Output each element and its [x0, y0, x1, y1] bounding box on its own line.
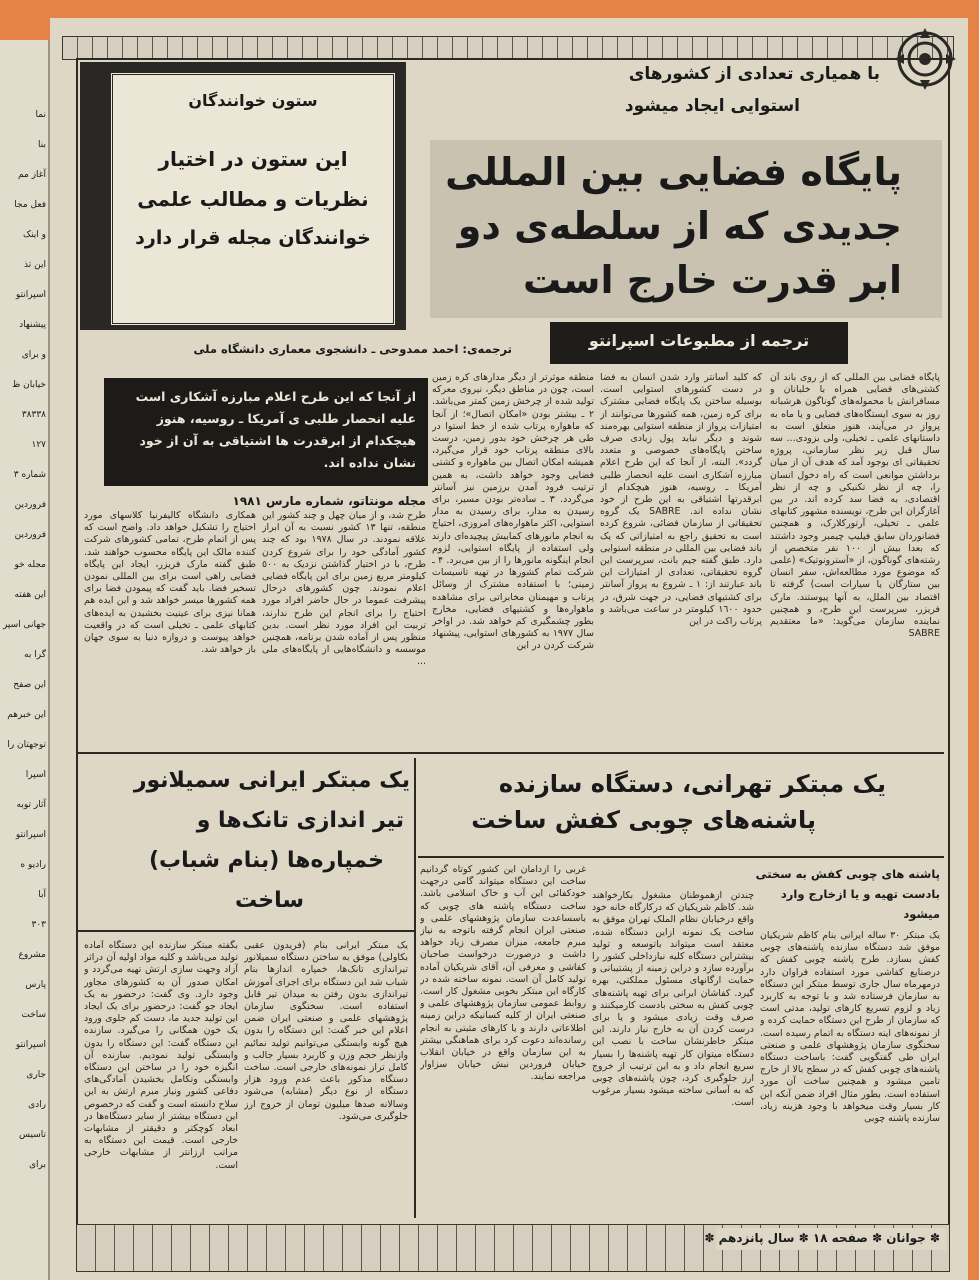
adjacent-page-line: مشروع: [18, 950, 46, 960]
adjacent-page-line: مجله خو: [14, 560, 46, 570]
article-three-divider: [78, 930, 414, 932]
article-three-col-2: بگفته مبتکر سازنده این دستگاه آماده تولید می‌باشد و کلیه مواد اولیه آن دراثر آزاد وجهت سازی ارتش تهیه می‌گردد و امکان صدور آن به کشورهای مجاور وجود دارد. وی گفت: درحضور به یک ایجاد جو گفت: درحضور برای یک ایجاد این تولید جدید ما، دست کم جلوی ورود یک خون همگانی را می‌گیرد. سازنده این دستگاه گفت: این دستگاه را بدون وابستگی تولید نمودیم. سازنده آن انگیزه خود را در ساختن این دستگاه وابستگی وتکامل بخشیدن آمادگی‌های دفاعی کشور ونیاز مبرم ارتش به این سلاح دانسته است و گفت که درخصوص این دستگاه بیشتر از سایر دستگاه‌ها در ابعاد کوچکتر و دقیقتر از مشابهات خارجی است. قیمت این دستگاه به مراتب ارزانتر از مشابهات خارجی است.: [84, 940, 238, 1171]
adjacent-page-line: جهانی اسپر: [2, 620, 46, 630]
reader-column-line-3: خوانندگان مجله قرار دارد: [135, 227, 371, 249]
main-headline-line-2: جدیدی که از سلطه‌ی دو: [457, 204, 902, 248]
adjacent-page-line: پارس: [25, 980, 46, 990]
adjacent-page-line: توجهتان را: [7, 740, 46, 750]
adjacent-page-line: تاسیس: [19, 1130, 46, 1140]
adjacent-page-line: نما: [35, 110, 46, 120]
main-highlight-text: از آنجا که این طرح اعلام مبارزه آشکاری است علیه انحصار طلبی ی آمریکا ـ روسیه، هنوز هیچکدام از ابرقدرت ها اشتیاقی به آن از خود نشان نداده اند.: [135, 389, 416, 470]
adjacent-page-line: شماره ٣: [13, 470, 46, 480]
adjacent-page-line: این خبرهم: [7, 710, 46, 720]
main-subtitle-bar: [550, 322, 848, 364]
main-highlight-box: [104, 378, 428, 486]
adjacent-page-strip: [0, 40, 50, 1280]
column-rule: [414, 758, 416, 1218]
ornament-icon: [890, 24, 960, 94]
article-two-col-2: چندتن ازهموطنان مشغول بکارخواهند شد. کاظم شریکیان که درکارگاه خانه خود واقع درخیابان نظام الملک تهران موفق به ساخت یک نمونه ازاین دستگاه شده، معتقد است میتواند باتوسعه و تولید بیشتراین دستگاه کلیه نیازداخلی کشور را برآورده سازد و دراین زمینه از پشتیبانی و حمایت ارگانهای مسئول مملکتی، بهره گیرد. کفاشان ایرانی برای تهیه پاشنه‌های چوبی کفش به سختی بادست کارمیکنند و صرف وقت زیادی میشود و یا برای درست کردن آن به خارج نیاز دارند. این مبتکر خاطرنشان ساخت با نصب این دستگاه میتوان کار تهیه پاشنه‌ها را بسیار سریع انجام داد و به این ترتیب از خروج ارز جلوگیری کرد، چون پاشنه‌های چوبی که به آسانی ساخته میشود بسیار مرغوب است.: [592, 890, 754, 1109]
article-three-headline-line-2: تیر اندازی تانک‌ها و: [196, 808, 404, 833]
reader-column-title: ستون خوانندگان: [188, 91, 318, 110]
adjacent-page-line: آغاز مم: [18, 170, 46, 180]
article-two-headline-line-1: یک مبتکر تهرانی، دستگاه سازنده: [498, 770, 886, 798]
main-headline-box: [430, 140, 942, 318]
reader-column-line-2: نظریات و مطالب علمی: [137, 187, 369, 211]
footer-text: ✽ جوانان ✽ صفحه ١٨ ✽ سال پانزدهم ✽: [704, 1231, 940, 1245]
adjacent-page-line: رادیو ه: [20, 860, 46, 870]
adjacent-page-line: این صفح: [13, 680, 46, 690]
main-kicker-line-2: استوایی ایجاد میشود: [624, 96, 800, 116]
adjacent-page-line: این تذ: [24, 260, 46, 270]
adjacent-page-line: بنا: [38, 140, 46, 150]
article-two-divider: [418, 856, 944, 858]
adjacent-page-line: خیابان ظ: [11, 380, 46, 390]
adjacent-page-line: این هفته: [14, 590, 46, 600]
translator-credit: ترجمه‌ی: احمد ممدوحی ـ دانشجوی معماری دانشگاه ملی: [193, 342, 512, 356]
adjacent-page-line: آبا: [38, 890, 46, 900]
adjacent-page-line: اسپرا: [25, 770, 46, 780]
adjacent-page-line: و اینک: [23, 230, 46, 240]
reader-column-inner: [110, 72, 396, 326]
adjacent-page-line: فعل مجا: [14, 200, 46, 210]
article-two-headline-line-2: پاشنه‌های چوبی کفش ساخت: [471, 806, 816, 834]
adjacent-page-line: رادی: [28, 1100, 46, 1110]
article-three-headline-line-1: یک مبتکر ایرانی سمیلانور: [133, 768, 410, 793]
adjacent-page-line: اسپرانتو: [15, 830, 46, 840]
section-divider: [78, 752, 944, 754]
article-two-col-3: غربی را ازدامان این کشور کوتاه گردانیم ساخت این دستگاه میتواند گامی درجهت خودکفائی این آب و خاک اسلامی باشد. ساخت دستگاه پاشنه های چوبی که باسساعدت سازمان پژوهشهای علمی و صنعتی ایران انجام گرفته باتوجه به نیاز مبرم جامعه، میزان مصرف زیاد خواهد داشت و درصورت درخواست صاحبان کفاشی و معرفی آن، آقای شریکیان آماده تولید کامل آن است. نمونه ساخته شده در کارگاه این مبتکر بخوبی مشغول کار است. روابط عمومی سازمان پژوهشهای علمی و صنعتی ایران از کلیه کسانیکه دراین زمینه اطلاعاتی دارند و یا کارهای مثبتی به انجام رسانده‌اند دعوت کرد برای هماهنگی بیشتر به این سازمان واقع در خیابان انقلاب خیابان فروردین نبش خیابان سزاوار مراجعه نمایند.: [420, 864, 586, 1083]
adjacent-page-line: جاری: [26, 1070, 46, 1080]
brick-border-top: [62, 36, 954, 60]
adjacent-page-line: ١٢٧: [31, 440, 46, 450]
main-article-col-3: منطقه موثرتر از دیگر مدارهای کره زمین است، چون در مناطق دیگر، نیروی معرکه تولید شده از چرخش زمین کمتر می‌باشد. ٢ ـ بیشتر بودن «امکان اتصال»؛ از آنجا که ماهواره پرتاب شده از خط استوا در طی هر چرخش خود بدور زمین، درست بالای منطقه پرتاب خود قرار می‌گیرد، همیشه امکان اتصال بین ماهواره و کشتی فضایی وجود خواهد داشت، به همین ترتیب فرود آمدن برزمین نیز آسانتر می‌گردد. ٣ ـ ساده‌تر بودن مسیر، برای رسیدن به مدار، برای رسیدن به مدار استوایی، اکثر ماهواره‌های امروزی، احتیاج به انجام مانورهای کمابیش پیچیده‌ای دارند ولی استفاده از پایگاه استوایی، لزوم انجام اینگونه مانورها را از بین می‌برد. ۴ ـ شرکت تمام کشورها در تهیه تاسیسات زمینی؛ با استفاده مشترک از وسائل پرتاب و مهیمنان مخابراتی برای مشاهده ماهواره‌ها و کشتیهای فضایی، مخارج بطور چشمگیری کم خواهد شد. در اواخر سال ١٩٧٧ به کشورهای استوایی، پیشنهاد شرکت کردن در این: [432, 372, 594, 652]
adjacent-page-line: ٣٨٣٣٨: [21, 410, 46, 420]
reader-column-line-1: این ستون در اختیار: [158, 147, 348, 171]
adjacent-page-line: اسپرانتو: [15, 290, 46, 300]
source-credit: مجله مونتاتو، شماره مارس ١٩٨١: [232, 494, 426, 508]
adjacent-page-line: ساخت: [21, 1010, 46, 1020]
main-article-col-4: طرح شد، و از میان چهل و چند کشور این منطقه، تنها ١٣ کشور نسبت به آن ابراز علاقه نمودند. در سال ١٩٧٨ بود که چند کشور آمادگی خود را برای شروع کردن طرح، با در اختیار گذاشتن نزدیک به ٥٠٠ کیلومتر مربع زمین برای این پایگاه فضایی اعلام نمودند. چون کشورهای درحال پیشرفت عموما در حال حاضر افراد مورد احتیاج را برای انجام این طرح ندارند، تربیت این افراد مورد نظر است. بدین منظور پس از آماده شدن برنامه، همچنین موسسه و دانشگاه‌هایی از پایگاه‌های ملی ...: [262, 510, 426, 668]
footer-label-box: [704, 1228, 946, 1250]
adjacent-page-line: آثار توبه: [16, 800, 46, 810]
adjacent-page-line: اسپرانتو: [15, 1040, 46, 1050]
adjacent-page-line: و برای: [21, 350, 46, 360]
adjacent-page-line: برای: [28, 1160, 46, 1170]
main-kicker-line-1: با همیاری تعدادی از کشورهای: [628, 64, 880, 84]
main-headline-line-1: پایگاه فضایی بین المللی: [445, 150, 902, 194]
adjacent-page-line: پیشنهاد: [19, 320, 46, 330]
adjacent-page-line: فروردین: [14, 500, 46, 510]
adjacent-page-line: فروردین: [14, 530, 46, 540]
article-three-headline-line-3: خمپاره‌ها (بنام شباب): [148, 848, 384, 873]
adjacent-page-line: گرا به: [24, 650, 46, 660]
main-article-col-1: پایگاه فضایی بین المللی که از روی باند آن کشتی‌های فضایی همراه با خلبانان و مسافرانش با محموله‌های گوناگون هرشبانه روز به سوی ایستگاه‌های فضایی و یا ماه به پرواز در می‌آیند، هنوز متعلق است به داستانهای علمی ـ تخیلی، ولی بزودی… سه سال قبل زیر نظر سازمانی، پروژه تحقیقاتی ای بوجود آمد که هدف آن از میان برداشتن موانعی است که راه دخول انسان را، چه از نظر تکنیکی و چه از نظر اقتصادی، به فضا سد کرده اند. در بین آغازگران این طرح، نویسنده مشهور کتابهای علمی ـ تخیلی، آرتورکلارک، و همچنین فضانوردان سابق فیلیپ چیمبر وجود داشتند که بعدا بیش از ١٠٠ نفر متخصص از رشته‌های گوناگون، از «آسترونوتیک» (علمی که موضوع مورد مطالعه‌اش، سفر انسان بین ستارگان یا سیارات است) گرفته تا اقتصاد بین الملل، به آنها پیوستند. مارک فریزر، سرپرست این طرح، و همچنین نماینده سازمان می‌گوید: «ما معتقدیم SABRE: [770, 372, 940, 640]
article-three-headline-line-4: ساخت: [234, 888, 304, 913]
reader-column-box: [80, 62, 406, 330]
article-two-col-1: یک مبتکر ٣٠ ساله ایرانی بنام کاظم شریکیان موفق شد دستگاه سازنده پاشنه‌های چوبی کفش بسازد. طرح پاشنه چوبی کفش که درصنایع کفاشی مورد استفاده فراوان دارد درمهرماه سال جاری توسط مبتکر این دستگاه به سازمان فرستاده شد و با توجه به کاربرد زیاد و لزوم تسریع کارهای تولید، مدتی است که سازمان از طرح این دستگاه حمایت کرده و از نمونه‌های اینه دستگاه به اتمام رسیده است. سخنگوی سازمان پژوهشهای علمی و صنعتی ایران طی گفتگویی گفت: باساخت دستگاه پاشنه‌های چوبی کفش که در سطح بالا از خارج تامین میشود و همچنین ساخت آن مورد استفاده است. بطور مثال افراد ضمن آنکه این کار بسیار وقت میخواهد با وجود هزینه زیاد، سازنده پاشنه چوبی: [760, 930, 940, 1125]
main-subtitle: ترجمه از مطبوعات اسپرانتو: [588, 331, 810, 350]
main-article-col-2: که کلید آسانتر وارد شدن انسان به فضا در دست کشورهای استوایی است. بوسیله ساختن یک پایگاه فضایی مشترک برای کره زمین، همه کشورها می‌توانند از امتیازات پرواز از منطقه استوایی بهره‌مند شوند و دیگر نباید پول زیادی صرف ساختن پایگاه‌های خصوصی و متعدد گردد». البته، از آنجا که این طرح اعلام مبارزه آشکاری است علیه انحصار طلبی آمریکا ـ روسیه، هنوز هیچکدام از ابرقدرتها اشتیاقی به این طرح از خود نشان نداده اند. SABRE یک گروه تحقیقاتی از سازمان فضائی، شروع کرده است به تحقیق راجع به امتیازاتی که یک باند فضایی بین المللی در منطقه استوایی دارد. طبق گفته جیم بانت، سرپرست این گروه تحقیقاتی، تعدادی از امتیازات این باند عبارتند از: ١ ـ شروع به پرواز آسانتر برای کشتیهای فضایی، در جهت شرق، در حدود ١٦٠٠ کیلومتر در ساعت می‌باشد و پرتاب راکت در این: [600, 372, 762, 628]
article-three-col-1: یک مبتکر ایرانی بنام (فریدون عقبی بکاولی) موفق به ساختن دستگاه سمیلانور تیراندازی تانک‌ها، خمپاره اندازها بنام شباب شد این دستگاه برای اجرای آموزش تیراندازی بدون رفتن به میدان تیر قابل استفاده است. سخنگوی سازمان پژوهشهای علمی و صنعتی ایران ضمن اعلام این خبر گفت: این دستگاه را بدون هیچ گونه وابستگی می‌توانیم تولید نمائیم وازنظر حجم وزن و کاربرد بسیار جالب و کامل تراز نمونه‌های خارجی است. ساخت دستگاه مذکور باعث عدم ورود هزار دستگاه از نوع دیگر (مشابه) می‌شود وسالانه صدها میلیون تومان از خروج ارز جلوگیری می‌شود.: [244, 940, 408, 1122]
main-article-col-5: همکاری دانشگاه کالیفرنیا کلاسهای مورد احتیاج را تشکیل خواهد داد. واضح است که پس از اتمام طرح، تمامی کشورهای شرکت کننده مالک این پایگاه محسوب خواهند شد. طبق گفته مارک فریزر، ایجاد این پایگاه فضایی راهی است برای بین المللی نمودن تسخیر فضا. باید گفت که پیمودن فضا برای همه کشورها میسر خواهد شد و این ایده هم همانا نیزی برای عینیت بخشیدن به ایده‌های کتابهای علمی ـ تخیلی است که در واقعیت خواهد پیوست و دروازه دنیا به سوی جهان باز خواهد شد.: [84, 510, 256, 656]
article-two-highlight: پاشنه های چوبی کفش به سختی بادست تهیه و یا ازخارج وارد میشود: [755, 867, 940, 921]
adjacent-page-line: ٣٠٣: [31, 920, 46, 930]
main-headline-line-3: ابر قدرت خارج است: [522, 258, 902, 302]
